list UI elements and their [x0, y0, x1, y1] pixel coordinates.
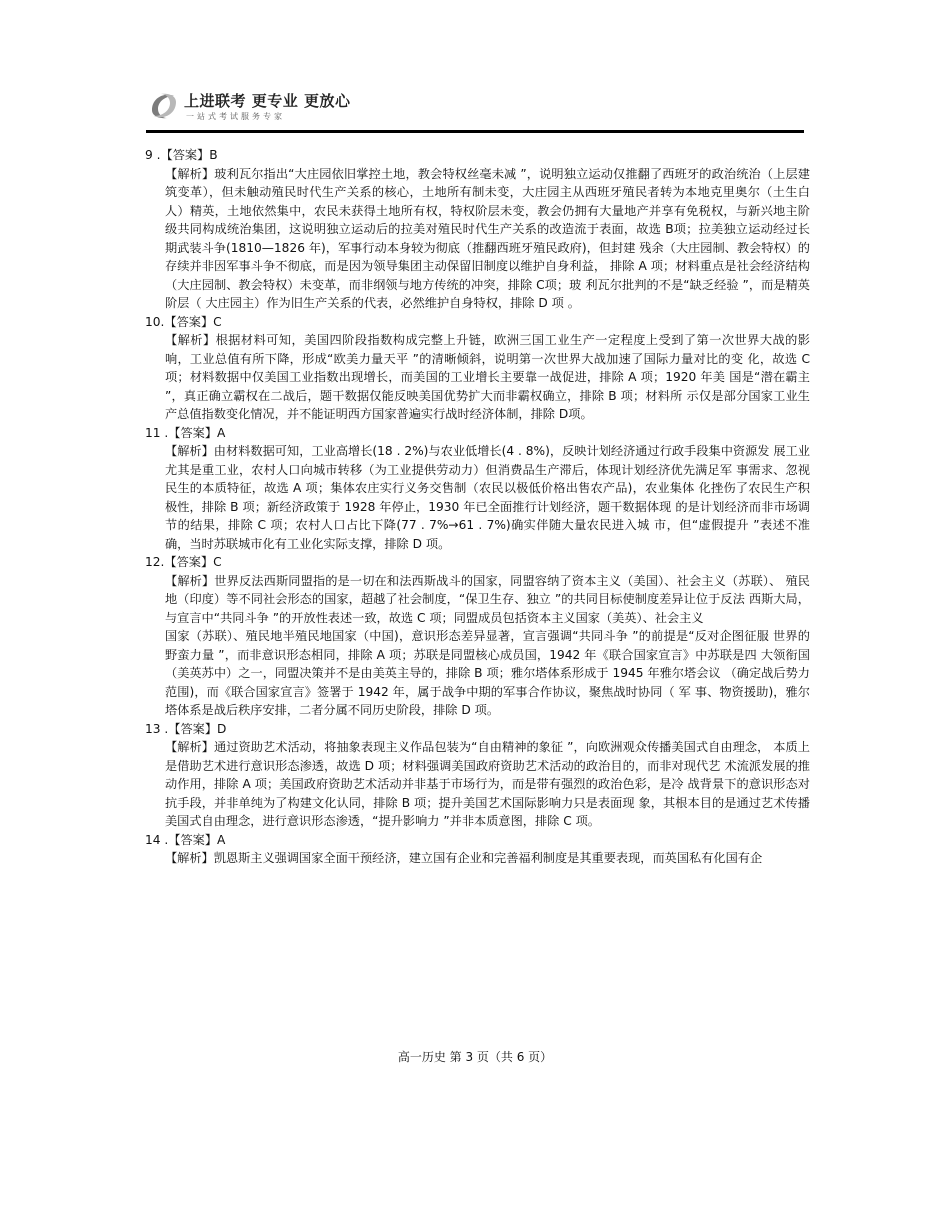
answer-11: 11 .【答案】A — [145, 425, 226, 440]
answer-10: 10.【答案】C — [145, 314, 222, 329]
header-divider — [146, 130, 804, 133]
brand-name: 上进联考 更专业 更放心 — [184, 92, 351, 110]
answer-13: 13 .【答案】D — [145, 721, 227, 736]
analysis-13: 【解析】通过资助艺术活动，将抽象表现主义作品包装为“自由精神的象征 ”，向欧洲观众传播美国式自由理念， 本质上是借助艺术进行意识形态渗透，故选 D 项；材料强调美国政府资助艺术活动的政治目的，而非对现代艺 术流派发展的推动作用，排除 A 项；美国政府资助艺术活动并非基于市场行为，而是带有强烈的政治色彩，是冷 战背景下的意识形态对抗手段，并非单纯为了构建文化认同，排除 B 项；提升美国艺术国际影响力只是表面现 象，其根本目的是通过艺术传播美国式自由理念，进行意识形态渗透，“提升影响力 ”并非本质意图，排除 C 项。 — [165, 740, 810, 828]
analysis-12: 【解析】世界反法西斯同盟指的是一切在和法西斯战斗的国家，同盟容纳了资本主义（美国）、社会主义（苏联）、 殖民地（印度）等不同社会形态的国家，超越了社会制度，“保卫生存、独立 ”的共同目标使制度差异让位于反法 西斯大局，与宣言中“共同斗争 ”的开放性表述一致，故选 C 项；同盟成员包括资本主义国家（美英）、社会主义 — [165, 573, 810, 625]
analysis-10: 【解析】根据材料可知，美国四阶段指数构成完整上升链，欧洲三国工业生产一定程度上受到了第一次世界大战的影响，工业总值有所下降，形成“欧美力量天平 ”的清晰倾斜，说明第一次世界大战加速了国际力量对比的变 化，故选 C 项；材料数据中仅美国工业指数出现增长，而美国的工业增长主要靠一战促进，排除 A 项；1920 年美 国是“潜在霸主 ”，真正确立霸权在二战后，题干数据仅能反映美国优势扩大而非霸权确立，排除 B 项；材料所 示仅是部分国家工业生产总值指数变化情况，并不能证明西方国家普遍实行战时经济体制，排除 D项。 — [165, 333, 810, 421]
page-header — [146, 88, 806, 134]
brand-slogan: 一站式考试服务专家 — [186, 112, 285, 121]
analysis-9: 【解析】玻利瓦尔指出“大庄园依旧掌控土地，教会特权丝毫未减 ”，说明独立运动仅推翻了西班牙的政治统治（上层建筑变革），但未触动殖民时代生产关系的核心，土地所有制未变，大庄园主从西班牙殖民者转为本地克里奥尔（土生白人）精英，土地依然集中，农民未获得土地所有权，特权阶层未变，教会仍拥有大量地产并享有免税权，与新兴地主阶级共同构成统治集团，这说明独立运动后的拉美对殖民时代生产关系的改造流于表面，故选 B项；拉美独立运动经过长期武装斗争(1810—1826 年)，军事行动本身较为彻底（推翻西班牙殖民政府)，但封建 残余（大庄园制、教会特权）的存续并非因军事斗争不彻底，而是因为领导集团主动保留旧制度以维护自身利益， 排除 A 项；材料重点是社会经济结构（大庄园制、教会特权）未变革，而非纲领与地方传统的冲突，排除 C项；玻 利瓦尔批判的不是“缺乏经验 ”，而是精英阶层（ 大庄园主）作为旧生产关系的代表，必然维护自身特权，排除 D 项 。 — [165, 166, 810, 310]
answer-9: 9 .【答案】B — [145, 148, 218, 162]
answer-12: 12.【答案】C — [145, 555, 222, 569]
analysis-11: 【解析】由材料数据可知，工业高增长(18 . 2%)与农业低增长(4 . 8%)，反映计划经济通过行政手段集中资源发 展工业尤其是重工业，农村人口向城市转移（为工业提供劳动力）但消费品生产滞后，体现计划经济优先满足军 事需求、忽视民生的本质特征，故选 A 项；集体农庄实行义务交售制（农民以极低价格出售农产品)，农业集体 化挫伤了农民生产积极性，排除 B 项；新经济政策于 1928 年停止，1930 年已全面推行计划经济，题干数据体现 的是计划经济而非市场调节的结果，排除 C 项；农村人口占比下降(77 . 7%→61 . 7%)确实伴随大量农民进入城 市，但“虚假提升 ”表述不准确，当时苏联城市化有工业化实际支撑，排除 D 项。 — [165, 444, 810, 551]
answer-list — [145, 146, 810, 868]
answer-14: 14 .【答案】A — [145, 832, 226, 847]
analysis-12-continued: 国家（苏联）、殖民地半殖民地国家（中国)，意识形态差异显著，宣言强调“共同斗争 ”的前提是“反对企图征服 世界的野蛮力量 ”，而非意识形态相同，排除 A 项；苏联是同盟核心成员国，1942 年《联合国家宣言》中苏联是四 大领衔国（美英苏中）之一，同盟决策并不是由美英主导的，排除 B 项；雅尔塔体系形成于 1945 年雅尔塔会议 （确定战后势力范围)，而《联合国家宣言》签署于 1942 年，属于战争中期的军事合作协议，聚焦战时协同（ 军 事、物资援助)，雅尔塔体系是战后秩序安排，二者分属不同历史阶段，排除 D 项。 — [165, 629, 810, 717]
analysis-14: 【解析】凯恩斯主义强调国家全面干预经济，建立国有企业和完善福利制度是其重要表现，而英国私有化国有企 — [165, 851, 763, 865]
page-footer: 高一历史 第 3 页（共 6 页） — [397, 1050, 553, 1064]
logo-swirl-icon — [146, 88, 182, 124]
